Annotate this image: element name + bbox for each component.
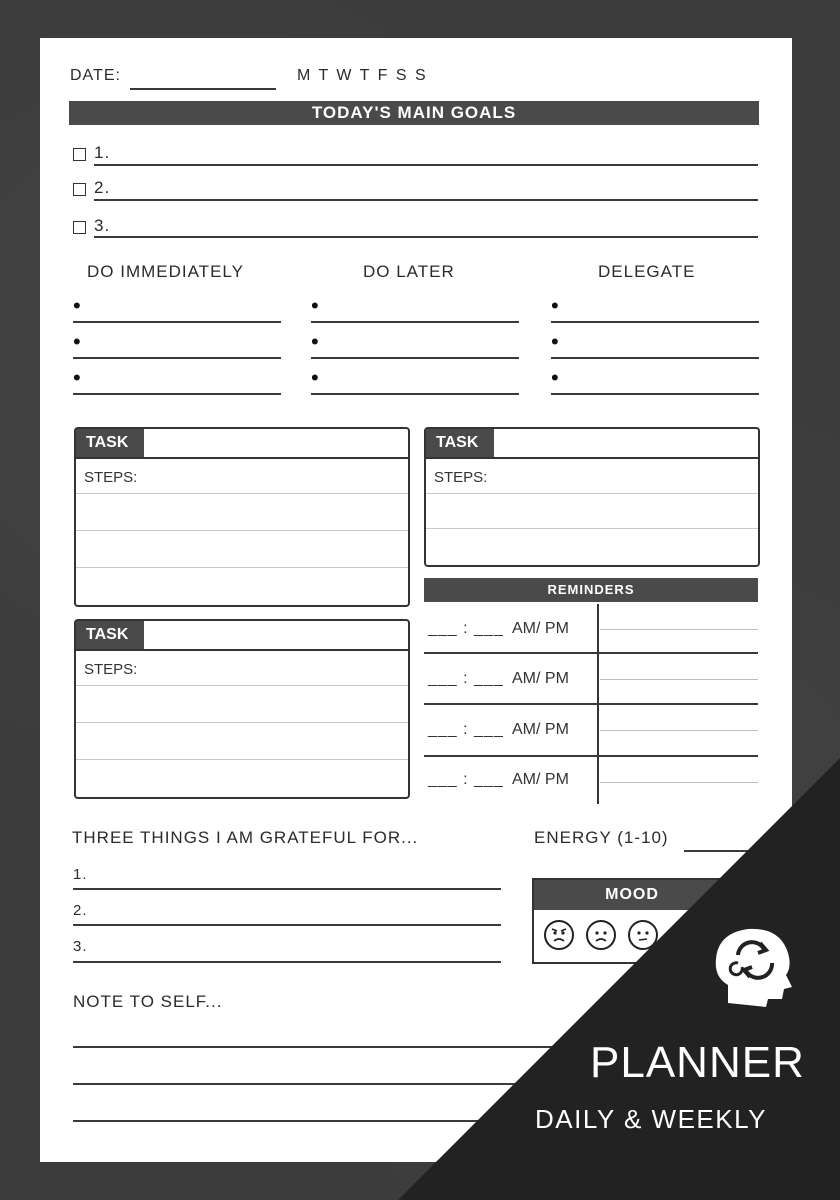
cover-subtitle: DAILY & WEEKLY: [535, 1104, 767, 1134]
bullet: •: [73, 293, 81, 318]
note-heading: NOTE TO SELF...: [73, 992, 223, 1011]
goal-number-3: 3.: [94, 216, 111, 235]
mood-header: MOOD: [534, 880, 730, 910]
task-step-line[interactable]: [76, 493, 408, 494]
reminder-row[interactable]: [424, 757, 754, 807]
task-step-line[interactable]: [76, 685, 408, 686]
task-header-rule: [76, 457, 408, 459]
energy-label: ENERGY (1-10): [534, 828, 669, 847]
reminder-time: ___ : ___: [428, 771, 504, 788]
delegate-line-3[interactable]: [551, 393, 759, 395]
task-tag: TASK: [426, 429, 494, 457]
task-step-line[interactable]: [76, 567, 408, 568]
reminder-time: ___ : ___: [428, 670, 504, 687]
gratitude-heading: THREE THINGS I AM GRATEFUL FOR...: [72, 828, 419, 847]
do-later-line-3[interactable]: [311, 393, 519, 395]
reminder-row[interactable]: [424, 654, 754, 704]
reminder-note-line[interactable]: [600, 730, 758, 731]
bullet: •: [311, 365, 319, 390]
reminder-row[interactable]: [424, 604, 754, 654]
steps-label: STEPS:: [434, 469, 488, 486]
reminders-header: REMINDERS: [424, 578, 758, 602]
task-box-1[interactable]: [74, 427, 410, 607]
reminder-time: ___ : ___: [428, 721, 504, 738]
task-step-line[interactable]: [76, 759, 408, 760]
bullet: •: [73, 365, 81, 390]
do-later-line-1[interactable]: [311, 321, 519, 323]
bullet: •: [311, 329, 319, 354]
goal-line-3[interactable]: [94, 236, 758, 238]
reminder-ampm: AM/ PM: [512, 721, 569, 738]
task-step-line[interactable]: [426, 528, 758, 529]
task-step-line[interactable]: [76, 722, 408, 723]
gratitude-line-3[interactable]: [73, 961, 501, 963]
reminder-row[interactable]: [424, 705, 754, 755]
delegate-line-2[interactable]: [551, 357, 759, 359]
date-line[interactable]: [130, 88, 276, 90]
task-header-rule: [76, 649, 408, 651]
goal-line-2[interactable]: [94, 199, 758, 201]
bullet: •: [551, 365, 559, 390]
bullet: •: [73, 329, 81, 354]
task-box-2[interactable]: [424, 427, 760, 567]
note-line-3[interactable]: [73, 1120, 513, 1122]
main-goals-header: TODAY'S MAIN GOALS: [69, 101, 759, 125]
task-step-line[interactable]: [76, 530, 408, 531]
reminder-ampm: AM/ PM: [512, 620, 569, 637]
head-arrows-icon: [708, 915, 804, 1011]
gratitude-number-1: 1.: [73, 866, 88, 883]
cover-title: PLANNER: [590, 1038, 805, 1087]
do-later-line-2[interactable]: [311, 357, 519, 359]
do-later-heading: DO LATER: [363, 262, 455, 281]
note-line-1[interactable]: [73, 1046, 593, 1048]
do-immediately-line-3[interactable]: [73, 393, 281, 395]
task-step-line[interactable]: [426, 493, 758, 494]
reminder-note-line[interactable]: [600, 629, 758, 630]
bullet: •: [311, 293, 319, 318]
date-label: DATE:: [70, 67, 121, 84]
reminder-time: ___ : ___: [428, 620, 504, 637]
weekday-letters: M T W T F S S: [297, 67, 428, 84]
task-box-3[interactable]: [74, 619, 410, 799]
goal-checkbox-1[interactable]: [73, 148, 86, 161]
bullet: •: [551, 293, 559, 318]
goal-number-2: 2.: [94, 178, 111, 197]
do-immediately-line-1[interactable]: [73, 321, 281, 323]
gratitude-line-1[interactable]: [73, 888, 501, 890]
note-line-2[interactable]: [73, 1083, 553, 1085]
sad-face-icon[interactable]: [586, 920, 616, 950]
delegate-line-1[interactable]: [551, 321, 759, 323]
angry-face-icon[interactable]: [544, 920, 574, 950]
reminder-note-line[interactable]: [600, 782, 758, 783]
task-tag: TASK: [76, 429, 144, 457]
reminder-note-line[interactable]: [600, 679, 758, 680]
do-immediately-heading: DO IMMEDIATELY: [87, 262, 244, 281]
steps-label: STEPS:: [84, 469, 138, 486]
steps-label: STEPS:: [84, 661, 138, 678]
gratitude-number-3: 3.: [73, 938, 88, 955]
goal-line-1[interactable]: [94, 164, 758, 166]
gratitude-line-2[interactable]: [73, 924, 501, 926]
bullet: •: [551, 329, 559, 354]
do-immediately-line-2[interactable]: [73, 357, 281, 359]
delegate-heading: DELEGATE: [598, 262, 696, 281]
task-header-rule: [426, 457, 758, 459]
goal-checkbox-3[interactable]: [73, 221, 86, 234]
goal-checkbox-2[interactable]: [73, 183, 86, 196]
reminder-ampm: AM/ PM: [512, 670, 569, 687]
goal-number-1: 1.: [94, 143, 111, 162]
reminder-ampm: AM/ PM: [512, 771, 569, 788]
gratitude-number-2: 2.: [73, 902, 88, 919]
task-tag: TASK: [76, 621, 144, 649]
